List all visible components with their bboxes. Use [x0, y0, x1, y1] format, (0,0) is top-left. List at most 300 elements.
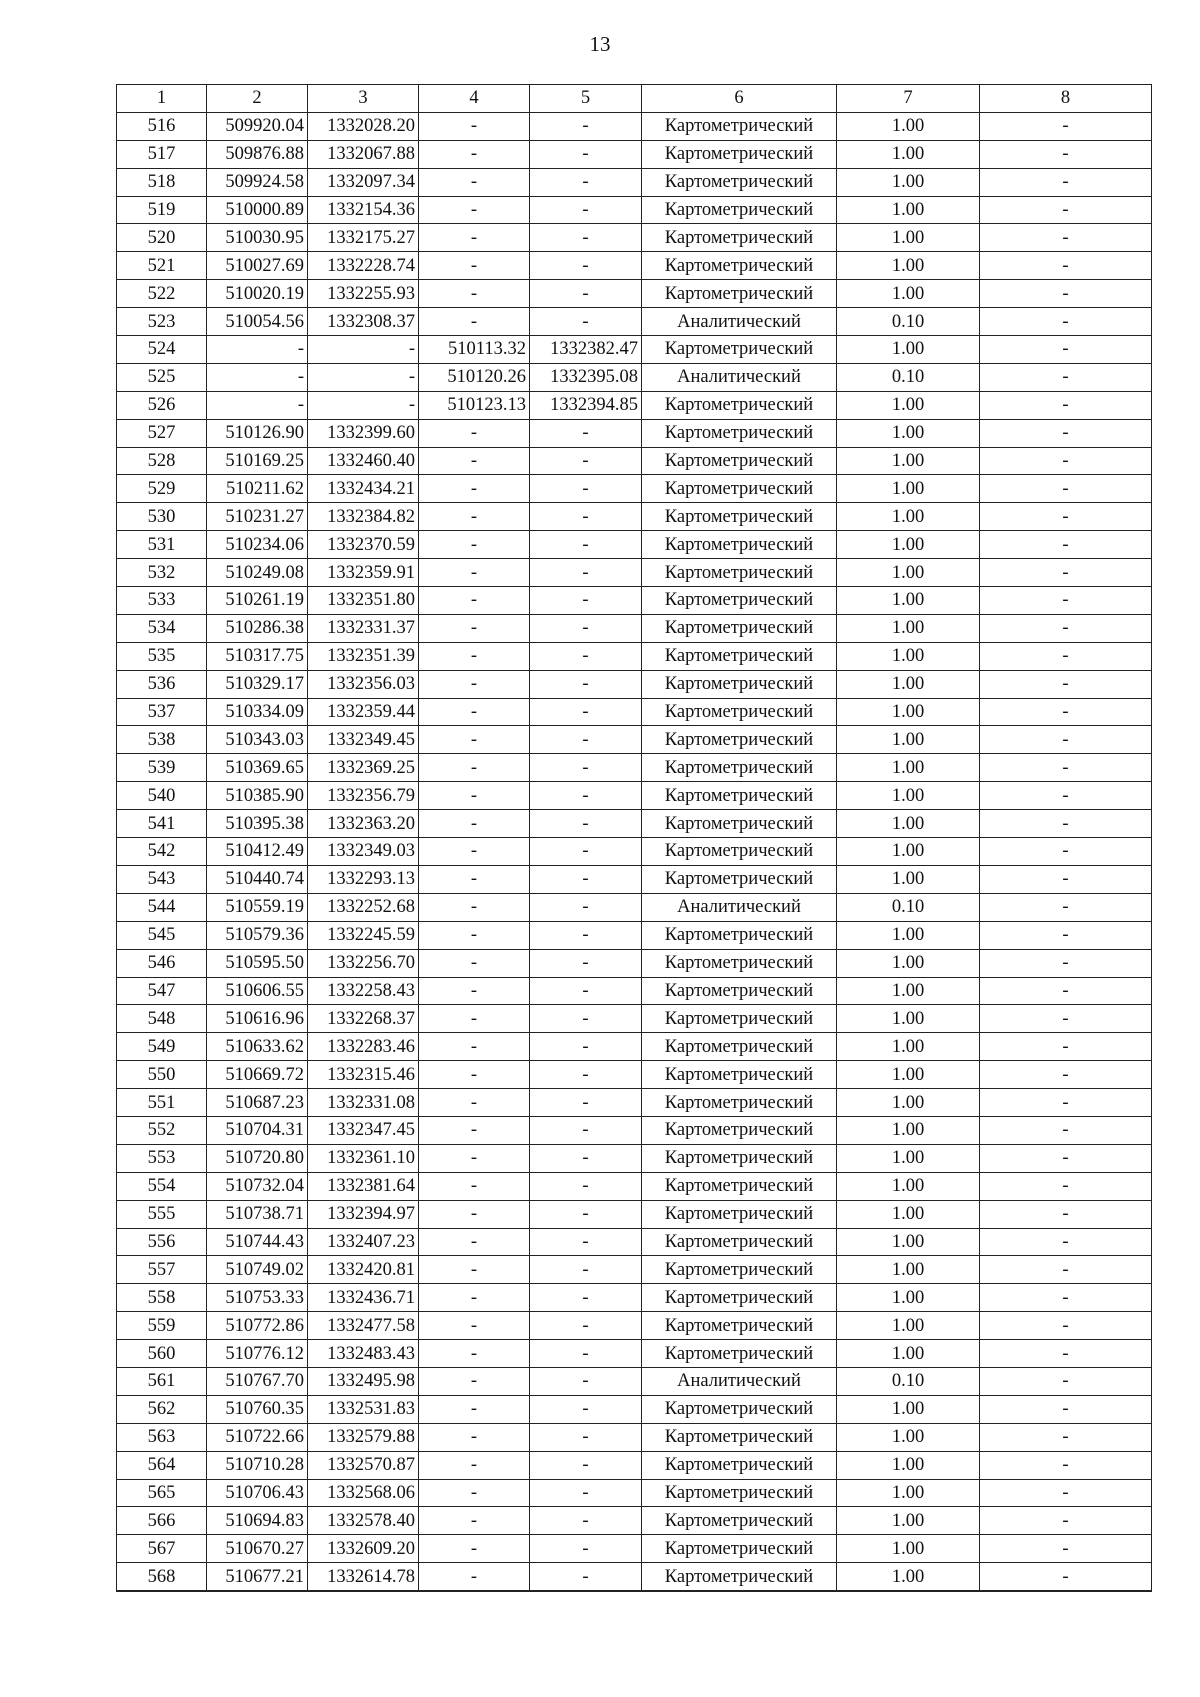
accuracy-cell: 1.00	[837, 1144, 980, 1172]
x-new-cell: -	[419, 642, 530, 670]
table-row	[117, 1451, 1152, 1479]
table-row	[117, 698, 1152, 726]
point-number-cell: 545	[117, 921, 207, 949]
accuracy-cell: 1.00	[837, 642, 980, 670]
point-number-cell: 548	[117, 1005, 207, 1033]
note-cell: -	[980, 1256, 1152, 1284]
note-cell: -	[980, 1172, 1152, 1200]
method-cell: Картометрический	[642, 475, 837, 503]
y-coordinate-cell: 1332258.43	[308, 977, 419, 1005]
note-cell: -	[980, 1200, 1152, 1228]
y-coordinate-cell: 1332255.93	[308, 280, 419, 308]
note-cell: -	[980, 140, 1152, 168]
x-new-cell: -	[419, 1451, 530, 1479]
note-cell: -	[980, 1061, 1152, 1089]
y-coordinate-cell: 1332347.45	[308, 1116, 419, 1144]
note-cell: -	[980, 503, 1152, 531]
note-cell: -	[980, 587, 1152, 615]
point-number-cell: 517	[117, 140, 207, 168]
x-new-cell: -	[419, 1284, 530, 1312]
note-cell: -	[980, 308, 1152, 336]
note-cell: -	[980, 614, 1152, 642]
accuracy-cell: 1.00	[837, 503, 980, 531]
page-number: 13	[589, 32, 611, 56]
note-cell: -	[980, 1340, 1152, 1368]
method-cell: Картометрический	[642, 1395, 837, 1423]
y-new-cell: -	[530, 949, 642, 977]
accuracy-cell: 1.00	[837, 280, 980, 308]
y-new-cell: -	[530, 726, 642, 754]
y-new-cell: -	[530, 559, 642, 587]
x-new-cell: -	[419, 1312, 530, 1340]
accuracy-cell: 1.00	[837, 838, 980, 866]
point-number-cell: 521	[117, 252, 207, 280]
table-row	[117, 782, 1152, 810]
x-coordinate-cell: 510440.74	[207, 865, 308, 893]
table-row	[117, 642, 1152, 670]
accuracy-cell: 1.00	[837, 531, 980, 559]
y-new-cell: -	[530, 1172, 642, 1200]
accuracy-cell: 1.00	[837, 419, 980, 447]
method-cell: Картометрический	[642, 1116, 837, 1144]
table-row	[117, 726, 1152, 754]
y-coordinate-cell: 1332028.20	[308, 112, 419, 140]
note-cell: -	[980, 949, 1152, 977]
y-new-cell: -	[530, 1089, 642, 1117]
x-coordinate-cell: 510329.17	[207, 670, 308, 698]
table-row	[117, 419, 1152, 447]
method-cell: Картометрический	[642, 1256, 837, 1284]
x-new-cell: -	[419, 1395, 530, 1423]
method-cell: Картометрический	[642, 1563, 837, 1591]
x-coordinate-cell: -	[207, 363, 308, 391]
point-number-cell: 527	[117, 419, 207, 447]
y-coordinate-cell: 1332359.91	[308, 559, 419, 587]
note-cell: -	[980, 1423, 1152, 1451]
note-cell: -	[980, 838, 1152, 866]
table-row	[117, 308, 1152, 336]
x-coordinate-cell: -	[207, 336, 308, 364]
x-new-cell: -	[419, 782, 530, 810]
y-new-cell: -	[530, 224, 642, 252]
accuracy-cell: 1.00	[837, 1395, 980, 1423]
x-coordinate-cell: 510616.96	[207, 1005, 308, 1033]
table-row	[117, 754, 1152, 782]
accuracy-cell: 1.00	[837, 168, 980, 196]
y-coordinate-cell: 1332579.88	[308, 1423, 419, 1451]
table-row	[117, 1423, 1152, 1451]
table-row	[117, 168, 1152, 196]
table-row	[117, 1089, 1152, 1117]
y-new-cell: -	[530, 531, 642, 559]
y-coordinate-cell: 1332331.37	[308, 614, 419, 642]
y-new-cell: -	[530, 1312, 642, 1340]
method-cell: Картометрический	[642, 1451, 837, 1479]
table-row	[117, 363, 1152, 391]
y-coordinate-cell: 1332256.70	[308, 949, 419, 977]
method-cell: Картометрический	[642, 587, 837, 615]
y-coordinate-cell: 1332420.81	[308, 1256, 419, 1284]
point-number-cell: 537	[117, 698, 207, 726]
y-new-cell: -	[530, 1005, 642, 1033]
accuracy-cell: 0.10	[837, 308, 980, 336]
x-new-cell: -	[419, 1423, 530, 1451]
y-new-cell: -	[530, 1200, 642, 1228]
method-cell: Картометрический	[642, 280, 837, 308]
point-number-cell: 567	[117, 1535, 207, 1563]
y-new-cell: 1332395.08	[530, 363, 642, 391]
table-row	[117, 1172, 1152, 1200]
y-new-cell: -	[530, 698, 642, 726]
column-header: 1	[117, 85, 207, 113]
y-coordinate-cell: 1332356.03	[308, 670, 419, 698]
x-new-cell: -	[419, 252, 530, 280]
note-cell: -	[980, 475, 1152, 503]
x-coordinate-cell: 510722.66	[207, 1423, 308, 1451]
x-coordinate-cell: 510694.83	[207, 1507, 308, 1535]
point-number-cell: 540	[117, 782, 207, 810]
note-cell: -	[980, 1005, 1152, 1033]
x-new-cell: -	[419, 1200, 530, 1228]
table-row	[117, 670, 1152, 698]
table-row	[117, 503, 1152, 531]
x-new-cell: -	[419, 1061, 530, 1089]
y-new-cell: -	[530, 782, 642, 810]
method-cell: Картометрический	[642, 224, 837, 252]
y-new-cell: -	[530, 977, 642, 1005]
method-cell: Картометрический	[642, 531, 837, 559]
accuracy-cell: 1.00	[837, 1116, 980, 1144]
x-coordinate-cell: 510054.56	[207, 308, 308, 336]
y-new-cell: -	[530, 419, 642, 447]
column-header: 4	[419, 85, 530, 113]
accuracy-cell: 1.00	[837, 391, 980, 419]
table-body	[117, 112, 1152, 1591]
x-new-cell: -	[419, 698, 530, 726]
note-cell: -	[980, 670, 1152, 698]
y-new-cell: -	[530, 252, 642, 280]
accuracy-cell: 1.00	[837, 559, 980, 587]
x-new-cell: -	[419, 977, 530, 1005]
note-cell: -	[980, 391, 1152, 419]
x-coordinate-cell: 510231.27	[207, 503, 308, 531]
x-coordinate-cell: 510772.86	[207, 1312, 308, 1340]
x-coordinate-cell: 510720.80	[207, 1144, 308, 1172]
point-number-cell: 538	[117, 726, 207, 754]
x-coordinate-cell: 510385.90	[207, 782, 308, 810]
y-coordinate-cell: 1332483.43	[308, 1340, 419, 1368]
note-cell: -	[980, 1507, 1152, 1535]
y-coordinate-cell: 1332245.59	[308, 921, 419, 949]
y-coordinate-cell: -	[308, 391, 419, 419]
note-cell: -	[980, 112, 1152, 140]
x-new-cell: -	[419, 1479, 530, 1507]
note-cell: -	[980, 1563, 1152, 1591]
table-row	[117, 865, 1152, 893]
method-cell: Картометрический	[642, 168, 837, 196]
accuracy-cell: 1.00	[837, 865, 980, 893]
x-coordinate-cell: 510027.69	[207, 252, 308, 280]
table-row	[117, 336, 1152, 364]
note-cell: -	[980, 447, 1152, 475]
table-row	[117, 140, 1152, 168]
y-new-cell: -	[530, 1507, 642, 1535]
note-cell: -	[980, 1144, 1152, 1172]
x-coordinate-cell: 510249.08	[207, 559, 308, 587]
note-cell: -	[980, 559, 1152, 587]
y-coordinate-cell: 1332154.36	[308, 196, 419, 224]
table-row	[117, 531, 1152, 559]
x-new-cell: -	[419, 1228, 530, 1256]
x-coordinate-cell: 510395.38	[207, 810, 308, 838]
x-coordinate-cell: 510738.71	[207, 1200, 308, 1228]
y-new-cell: -	[530, 503, 642, 531]
point-number-cell: 525	[117, 363, 207, 391]
method-cell: Картометрический	[642, 1089, 837, 1117]
x-new-cell: -	[419, 475, 530, 503]
method-cell: Картометрический	[642, 1312, 837, 1340]
y-coordinate-cell: 1332097.34	[308, 168, 419, 196]
method-cell: Картометрический	[642, 1423, 837, 1451]
y-new-cell: -	[530, 196, 642, 224]
x-coordinate-cell: 510030.95	[207, 224, 308, 252]
x-new-cell: -	[419, 1172, 530, 1200]
point-number-cell: 534	[117, 614, 207, 642]
table-row	[117, 224, 1152, 252]
y-new-cell: -	[530, 168, 642, 196]
method-cell: Картометрический	[642, 810, 837, 838]
point-number-cell: 554	[117, 1172, 207, 1200]
method-cell: Картометрический	[642, 447, 837, 475]
method-cell: Картометрический	[642, 838, 837, 866]
point-number-cell: 536	[117, 670, 207, 698]
x-new-cell: 510113.32	[419, 336, 530, 364]
accuracy-cell: 1.00	[837, 1535, 980, 1563]
column-header: 3	[308, 85, 419, 113]
x-new-cell: -	[419, 1340, 530, 1368]
y-new-cell: -	[530, 614, 642, 642]
y-coordinate-cell: 1332308.37	[308, 308, 419, 336]
x-coordinate-cell: 510169.25	[207, 447, 308, 475]
y-new-cell: -	[530, 587, 642, 615]
x-coordinate-cell: 510126.90	[207, 419, 308, 447]
note-cell: -	[980, 1479, 1152, 1507]
accuracy-cell: 1.00	[837, 921, 980, 949]
method-cell: Картометрический	[642, 1144, 837, 1172]
accuracy-cell: 1.00	[837, 252, 980, 280]
note-cell: -	[980, 698, 1152, 726]
y-new-cell: -	[530, 1033, 642, 1061]
y-coordinate-cell: 1332495.98	[308, 1367, 419, 1395]
point-number-cell: 524	[117, 336, 207, 364]
column-header: 6	[642, 85, 837, 113]
x-coordinate-cell: 510677.21	[207, 1563, 308, 1591]
y-new-cell: -	[530, 447, 642, 475]
note-cell: -	[980, 726, 1152, 754]
x-coordinate-cell: 509876.88	[207, 140, 308, 168]
table-row	[117, 977, 1152, 1005]
x-new-cell: -	[419, 1535, 530, 1563]
table-row	[117, 1116, 1152, 1144]
accuracy-cell: 1.00	[837, 1312, 980, 1340]
table-row	[117, 475, 1152, 503]
x-new-cell: -	[419, 1256, 530, 1284]
note-cell: -	[980, 196, 1152, 224]
x-coordinate-cell: 510744.43	[207, 1228, 308, 1256]
x-coordinate-cell: 510286.38	[207, 614, 308, 642]
point-number-cell: 541	[117, 810, 207, 838]
note-cell: -	[980, 1033, 1152, 1061]
method-cell: Картометрический	[642, 1284, 837, 1312]
accuracy-cell: 1.00	[837, 1061, 980, 1089]
table-row	[117, 280, 1152, 308]
table-row	[117, 1033, 1152, 1061]
x-coordinate-cell: 510670.27	[207, 1535, 308, 1563]
point-number-cell: 518	[117, 168, 207, 196]
y-coordinate-cell: 1332359.44	[308, 698, 419, 726]
table-row	[117, 1061, 1152, 1089]
x-coordinate-cell: 510334.09	[207, 698, 308, 726]
coordinates-table	[116, 84, 1152, 1592]
note-cell: -	[980, 280, 1152, 308]
table-row	[117, 1200, 1152, 1228]
method-cell: Картометрический	[642, 1340, 837, 1368]
accuracy-cell: 1.00	[837, 949, 980, 977]
x-coordinate-cell: 510595.50	[207, 949, 308, 977]
method-cell: Картометрический	[642, 503, 837, 531]
note-cell: -	[980, 1116, 1152, 1144]
point-number-cell: 559	[117, 1312, 207, 1340]
method-cell: Картометрический	[642, 921, 837, 949]
x-new-cell: -	[419, 838, 530, 866]
table-row	[117, 614, 1152, 642]
y-new-cell: 1332382.47	[530, 336, 642, 364]
note-cell: -	[980, 977, 1152, 1005]
x-new-cell: -	[419, 893, 530, 921]
table-row	[117, 893, 1152, 921]
point-number-cell: 555	[117, 1200, 207, 1228]
accuracy-cell: 1.00	[837, 1479, 980, 1507]
y-coordinate-cell: 1332067.88	[308, 140, 419, 168]
y-new-cell: -	[530, 1367, 642, 1395]
y-coordinate-cell: 1332477.58	[308, 1312, 419, 1340]
x-coordinate-cell: 510710.28	[207, 1451, 308, 1479]
y-coordinate-cell: 1332252.68	[308, 893, 419, 921]
table-row	[117, 1312, 1152, 1340]
x-new-cell: -	[419, 1033, 530, 1061]
y-new-cell: -	[530, 810, 642, 838]
x-new-cell: -	[419, 224, 530, 252]
method-cell: Картометрический	[642, 559, 837, 587]
accuracy-cell: 1.00	[837, 1284, 980, 1312]
point-number-cell: 539	[117, 754, 207, 782]
x-new-cell: -	[419, 754, 530, 782]
y-coordinate-cell: 1332349.03	[308, 838, 419, 866]
y-new-cell: -	[530, 893, 642, 921]
x-new-cell: -	[419, 1507, 530, 1535]
accuracy-cell: 1.00	[837, 1172, 980, 1200]
method-cell: Картометрический	[642, 419, 837, 447]
point-number-cell: 552	[117, 1116, 207, 1144]
y-coordinate-cell: 1332370.59	[308, 531, 419, 559]
y-new-cell: -	[530, 1535, 642, 1563]
y-new-cell: -	[530, 1395, 642, 1423]
accuracy-cell: 1.00	[837, 1563, 980, 1591]
x-coordinate-cell: 509920.04	[207, 112, 308, 140]
y-coordinate-cell: -	[308, 363, 419, 391]
x-coordinate-cell: 510633.62	[207, 1033, 308, 1061]
point-number-cell: 556	[117, 1228, 207, 1256]
y-coordinate-cell: 1332436.71	[308, 1284, 419, 1312]
accuracy-cell: 1.00	[837, 1228, 980, 1256]
accuracy-cell: 1.00	[837, 1005, 980, 1033]
note-cell: -	[980, 893, 1152, 921]
table-header-row	[117, 85, 1152, 113]
y-new-cell: -	[530, 1116, 642, 1144]
y-new-cell: -	[530, 1563, 642, 1591]
note-cell: -	[980, 1089, 1152, 1117]
note-cell: -	[980, 921, 1152, 949]
x-new-cell: -	[419, 1144, 530, 1172]
x-new-cell: -	[419, 1367, 530, 1395]
y-coordinate-cell: 1332361.10	[308, 1144, 419, 1172]
method-cell: Картометрический	[642, 698, 837, 726]
accuracy-cell: 1.00	[837, 1089, 980, 1117]
y-coordinate-cell: 1332363.20	[308, 810, 419, 838]
note-cell: -	[980, 419, 1152, 447]
method-cell: Картометрический	[642, 642, 837, 670]
x-new-cell: -	[419, 949, 530, 977]
x-coordinate-cell: 510753.33	[207, 1284, 308, 1312]
accuracy-cell: 1.00	[837, 1451, 980, 1479]
table-row	[117, 1395, 1152, 1423]
method-cell: Картометрический	[642, 1033, 837, 1061]
point-number-cell: 550	[117, 1061, 207, 1089]
point-number-cell: 531	[117, 531, 207, 559]
y-new-cell: -	[530, 670, 642, 698]
table-row	[117, 1228, 1152, 1256]
note-cell: -	[980, 1284, 1152, 1312]
note-cell: -	[980, 1367, 1152, 1395]
y-coordinate-cell: 1332434.21	[308, 475, 419, 503]
y-coordinate-cell: -	[308, 336, 419, 364]
x-coordinate-cell: 510369.65	[207, 754, 308, 782]
method-cell: Картометрический	[642, 336, 837, 364]
y-coordinate-cell: 1332283.46	[308, 1033, 419, 1061]
point-number-cell: 553	[117, 1144, 207, 1172]
x-coordinate-cell: 510234.06	[207, 531, 308, 559]
point-number-cell: 561	[117, 1367, 207, 1395]
x-new-cell: -	[419, 168, 530, 196]
point-number-cell: 529	[117, 475, 207, 503]
method-cell: Картометрический	[642, 1061, 837, 1089]
point-number-cell: 544	[117, 893, 207, 921]
method-cell: Картометрический	[642, 782, 837, 810]
method-cell: Картометрический	[642, 1005, 837, 1033]
x-coordinate-cell: 510261.19	[207, 587, 308, 615]
table-row	[117, 196, 1152, 224]
accuracy-cell: 1.00	[837, 810, 980, 838]
y-coordinate-cell: 1332369.25	[308, 754, 419, 782]
y-coordinate-cell: 1332460.40	[308, 447, 419, 475]
x-coordinate-cell: 510704.31	[207, 1116, 308, 1144]
y-new-cell: -	[530, 1284, 642, 1312]
accuracy-cell: 1.00	[837, 224, 980, 252]
accuracy-cell: 1.00	[837, 754, 980, 782]
method-cell: Картометрический	[642, 252, 837, 280]
x-coordinate-cell: 510606.55	[207, 977, 308, 1005]
y-coordinate-cell: 1332568.06	[308, 1479, 419, 1507]
